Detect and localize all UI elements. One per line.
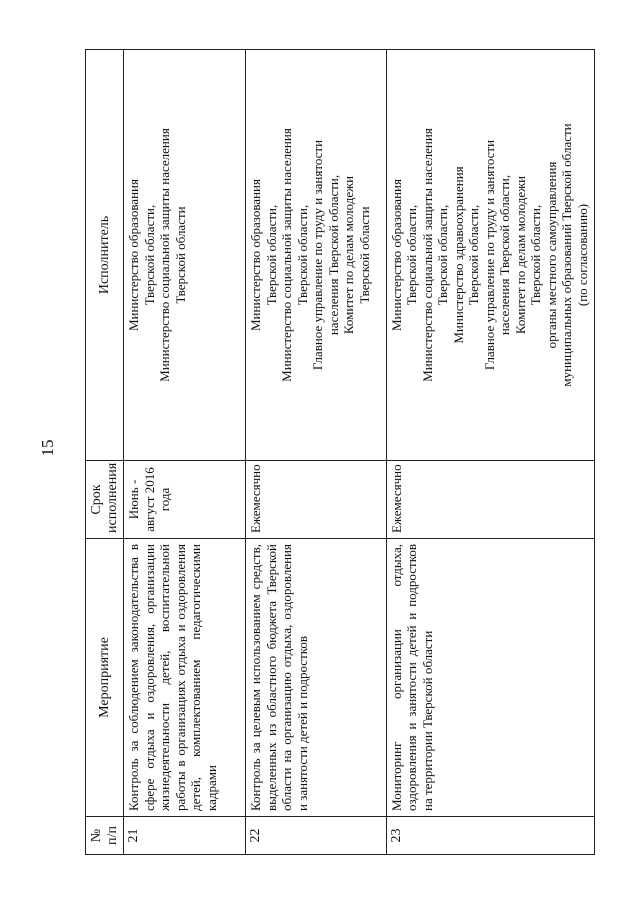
executor-line: Тверской области,	[294, 204, 310, 306]
header-activity: Мероприятие	[86, 539, 124, 817]
executor-line: Тверской области,	[528, 204, 544, 306]
row-term: Ежемесячно	[386, 461, 594, 539]
executor-line: Министерство здравоохранения	[450, 166, 466, 344]
header-term: Срок исполнения	[86, 461, 124, 539]
row-term: Июнь - август 2016 года	[124, 461, 246, 539]
table-row	[124, 50, 246, 855]
table-row	[246, 50, 386, 855]
executor-line: Тверской области,	[263, 204, 279, 306]
page-number: 15	[38, 439, 57, 457]
executor-line: Тверской области,	[404, 204, 420, 306]
row-number: 22	[246, 817, 386, 855]
header-num: № п/п	[86, 817, 124, 855]
executor-line: органы местного самоуправления	[543, 161, 559, 349]
executor-line: Министерство образования	[248, 179, 264, 331]
executor-line: Министерство социальной защиты населения	[419, 128, 435, 382]
row-term: Ежемесячно	[246, 461, 386, 539]
row-executor	[386, 50, 594, 461]
row-number: 23	[386, 817, 594, 855]
executor-line: Министерство образования	[388, 179, 404, 331]
executor-line: (по согласованию)	[574, 203, 590, 307]
rotated-table-wrapper	[85, 50, 595, 855]
executor-line: Тверской области	[356, 206, 372, 304]
activities-table	[85, 49, 595, 855]
executor-line: Главное управление по труду и занятости	[310, 139, 326, 371]
executor-line: Главное управление по труду и занятости	[481, 139, 497, 371]
table-row	[386, 50, 594, 855]
executor-line: Министерство образования	[126, 179, 142, 331]
executor-line: Тверской области	[172, 206, 188, 304]
row-activity: Контроль за соблюдением законодательства в сфере отдыха и оздоровления, организации жизнедеятельности детей, воспитательной работы в организациях отдыха и оздоровления детей, комплектованием педагогическими кадрами	[124, 539, 246, 817]
row-executor	[246, 50, 386, 461]
row-number: 21	[124, 817, 246, 855]
document-sheet	[85, 50, 595, 855]
row-activity: Мониторинг организации отдыха, оздоровления и занятости детей и подростков на территории Тверской области	[386, 539, 594, 817]
executor-line: Министерство социальной защиты населения	[279, 128, 295, 382]
executor-line: населения Тверской области,	[497, 174, 513, 336]
row-activity: Контроль за целевым использованием средств, выделенных из областного бюджета Тверской области на организацию отдыха, оздоровления и занятости детей и подростков	[246, 539, 386, 817]
header-executor: Исполнитель	[86, 50, 124, 461]
executor-line: Комитет по делам молодежи	[512, 175, 528, 335]
executor-line: населения Тверской области,	[325, 174, 341, 336]
executor-line: Министерство социальной защиты населения	[157, 128, 173, 382]
executor-line: муниципальных образований Тверской области	[559, 123, 575, 387]
table-header-row	[86, 50, 124, 855]
row-executor	[124, 50, 246, 461]
executor-line: Тверской области,	[435, 204, 451, 306]
executor-line: Комитет по делам молодежи	[341, 175, 357, 335]
executor-line: Тверской области,	[141, 204, 157, 306]
executor-line: Тверской области,	[466, 204, 482, 306]
